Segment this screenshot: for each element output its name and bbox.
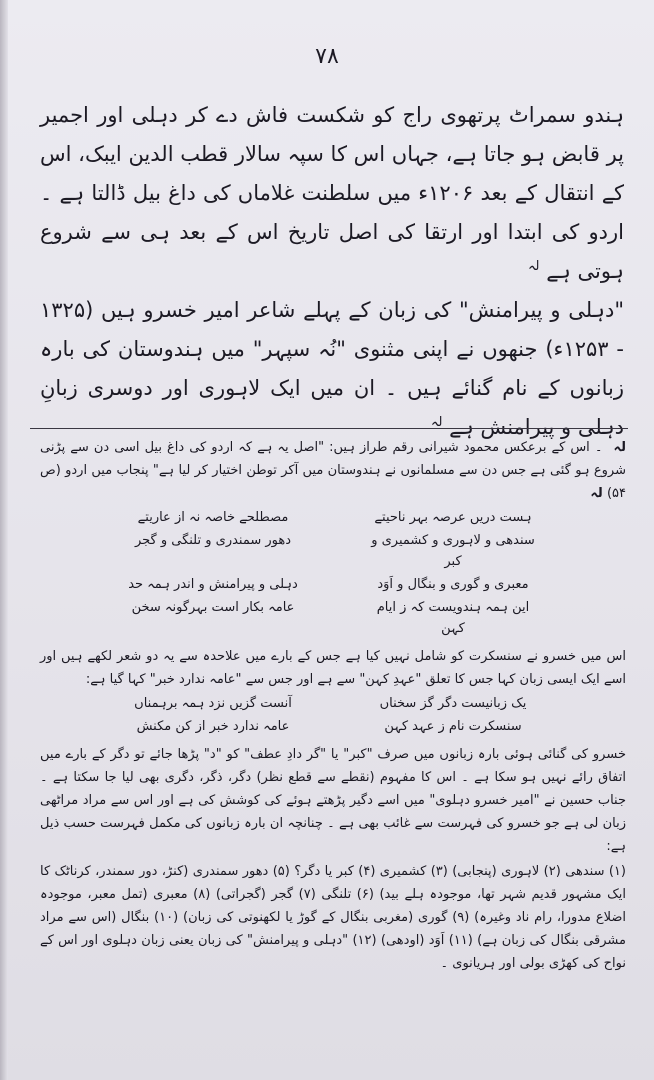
verse-hemistich: آنست گزیں نزد ہمہ برہمناں (134, 696, 292, 711)
footnotes-section (40, 436, 626, 975)
verse-hemistich: عامہ بکار است بہرگونہ سخن (131, 600, 295, 615)
verse-line (40, 574, 626, 595)
footnote-text: ۔ اس کے برعکس محمود شیرانی رقم طراز ہیں: "اصل یہ ہے کہ اردو کی داغ بیل اسی دن سے پڑنی شروع ہو گئی ہے جس دن سے مسلمانوں نے ہندوستان میں آکر توطن اختیار کر لیا ہے" پنجاب میں اردو (ص ۵۴) (40, 440, 626, 501)
main-paragraph (40, 96, 624, 291)
footnote-reference: لہ (527, 259, 540, 274)
footnote-paragraph: اس میں خسرو نے سنسکرت کو شامل نہیں کیا ہے جس کے بارے میں علاحدہ سے یہ دو شعر لکھے ہیں اور اسے ایک ایسی زبان کہا جس کا تعلق "عہدِ کہن" سے ہے اور جس سے "عامہ ندارد خبر" کہا گیا ہے: (40, 649, 626, 687)
verse-line (40, 693, 626, 714)
footnote-paragraph: خسرو کی گنائی ہوئی بارہ زبانوں میں صرف "کبر" یا "گر دادِ عطف" کو "د" پڑھا جائے تو دگر کے بارے میں اتفاق رائے نہیں ہو سکا ہے ۔ اس کا مفہوم (نقطے سے قطع نظر) دگر، ذگر، دگری بھی لیا جا سکتا ہے ۔ جناب حسین نے "امیر خسرو دہلوی" میں اسے دگیر پڑھتے ہوئے کی کوشش کی ہے اور اس سے مراد مراٹھی زبان لی ہے جو خسرو کی فہرست سے غائب بھی ہے ۔ چنانچہ ان بارہ زبانوں کی مکمل فہرست حسب ذیل ہے: (40, 747, 626, 854)
verse-hemistich: مصطلحے خاصہ نہ از عاریتے (137, 510, 289, 525)
main-paragraph (40, 291, 624, 447)
footnote-divider (30, 428, 628, 429)
book-spine-shadow (0, 0, 8, 1080)
verse-hemistich: ہست دریں عرصہ بہر ناحیتے (374, 510, 532, 525)
verse-line (40, 507, 626, 528)
verse-line (40, 530, 626, 572)
list-item: (۱) سندھی (۲) لاہوری (پنجابی) (۳) کشمیری (۴) کبر یا دگر؟ (۵) دھور سمندری (کنڑ، دور سمندر، کرناٹک کا ایک مشہور قدیم شہر تھا، موجودہ ہلے بید) (۶) تلنگی (۷) گجر (گجراتی) (۸) معبری (تمل معبر، موجودہ اضلاع مدورا، رام ناد وغیرہ) (۹) گوری (مغربی بنگال کے گوڑ یا لکھنوتی کی زبان) (۱۰) بنگال (اس سے مراد مشرقی بنگال کی زبان ہے) (۱۱) اَوَد (اودھی) (۱۲) "دہلی و پیرامنش" کی زبان یعنی زبان دہلوی اور اس کے نواح کی کھڑی بولی اور ہریانوی ۔ (40, 864, 626, 971)
main-paragraph-text: ہندو سمراٹ پرتھوی راج کو شکست فاش دے کر دہلی اور اجمیر پر قابض ہو جاتا ہے، جہاں اس کا سپہ سالار قطب الدین ایبک، اس کے انتقال کے بعد ۱۲۰۶ء میں سلطنت غلاماں کی داغ بیل ڈالتا ہے ۔ اردو کی ابتدا اور ارتقا کی اصل تاریخ اس کے بعد ہی سے شروع ہوتی ہے (40, 103, 625, 283)
language-list (40, 860, 626, 975)
verse-hemistich: یک زبانیست دگر گز سخناں (379, 696, 527, 711)
main-paragraph-text: "دہلی و پیرامنش" کی زبان کے پہلے شاعر امیر خسرو ہیں (۱۳۲۵ - ۱۲۵۳ء) جنھوں نے اپنی مثنوی "نُہ سپہر" میں ہندوستان کی بارہ زبانوں کے نام گنائے ہیں ۔ ان میں ایک لاہوری اور دوسری زبانِ دہلی و پیرامنش ہے (40, 298, 625, 439)
footnote-reference: لہ (430, 415, 443, 430)
verse-hemistich: دھور سمندری و تلنگی و گجر (134, 533, 292, 548)
main-text-body (40, 96, 624, 447)
footnote-2-marker: لہ (590, 486, 603, 501)
persian-verses-1 (40, 507, 626, 639)
verse-hemistich: دہلی و پیرامنش و اندر ہمہ حد (128, 577, 298, 592)
verse-hemistich: عامہ ندارد خبر از کن مکنش (136, 719, 290, 734)
footnote-1 (40, 436, 626, 505)
footnote-label: لہ (613, 440, 626, 455)
verse-line (40, 597, 626, 639)
verse-hemistich: معبری و گوری و بنگال و اَوَد (377, 577, 529, 592)
page-number: ۷۸ (315, 44, 339, 69)
verse-line (40, 716, 626, 737)
verse-hemistich: سندھی و لاہوری و کشمیری و کبر (371, 533, 535, 569)
verse-hemistich: این ہمہ ہندویست کہ ز ایام کہن (376, 600, 530, 636)
persian-verses-2 (40, 693, 626, 737)
verse-hemistich: سنسکرت نام ز عہد کہن (384, 719, 522, 734)
